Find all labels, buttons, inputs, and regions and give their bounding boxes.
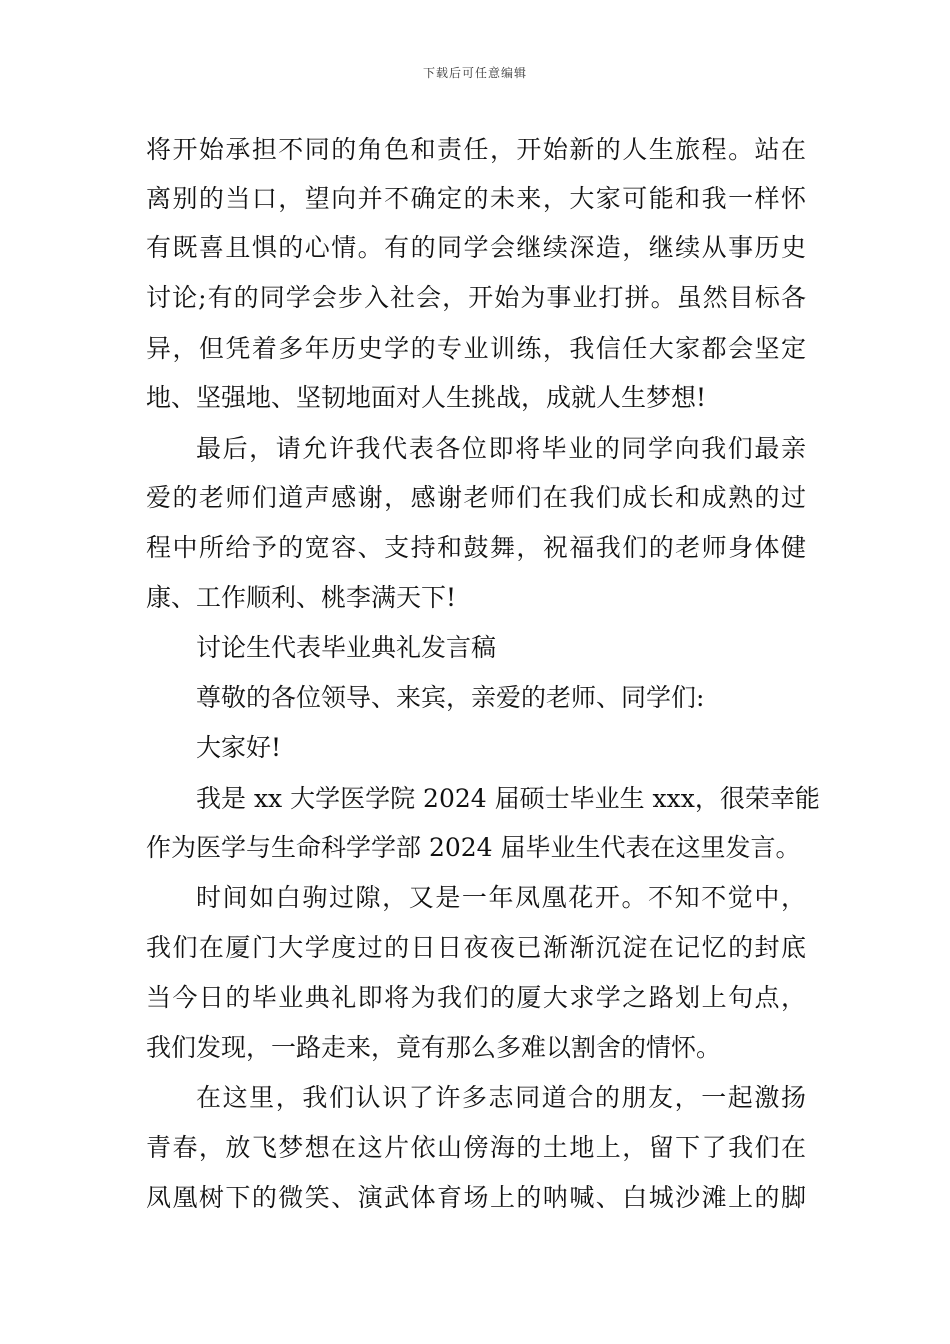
text-line: 我是 xx 大学医学院 2024 届硕士毕业生 xxx，很荣幸能 [196, 784, 820, 813]
text-line: 程中所给予的宽容、支持和鼓舞，祝福我们的老师身体健 [146, 533, 806, 562]
text-line: 凤凰树下的微笑、演武体育场上的呐喊、白城沙滩上的脚 [146, 1183, 806, 1212]
text-line: 爱的老师们道声感谢，感谢老师们在我们成长和成熟的过 [146, 483, 806, 512]
text-line: 时间如白驹过隙，又是一年凤凰花开。不知不觉中， [196, 883, 806, 912]
text-line: 康、工作顺利、桃李满天下! [146, 583, 457, 612]
salutation: 尊敬的各位领导、来宾，亲爱的老师、同学们: [196, 683, 705, 712]
text-line: 地、坚强地、坚韧地面对人生挑战，成就人生梦想! [146, 383, 707, 412]
text-line: 青春，放飞梦想在这片依山傍海的土地上，留下了我们在 [146, 1133, 806, 1162]
text-line: 异，但凭着多年历史学的专业训练，我信任大家都会坚定 [146, 334, 806, 363]
text-line: 最后，请允许我代表各位即将毕业的同学向我们最亲 [196, 434, 806, 463]
text-line: 当今日的毕业典礼即将为我们的厦大求学之路划上句点， [146, 983, 806, 1012]
section-title: 讨论生代表毕业典礼发言稿 [196, 633, 497, 662]
text-line: 作为医学与生命科学学部 2024 届毕业生代表在这里发言。 [146, 833, 801, 862]
page-header: 下载后可任意编辑 [422, 66, 527, 80]
text-line: 有既喜且惧的心情。有的同学会继续深造，继续从事历史 [146, 233, 806, 262]
text-line: 离别的当口，望向并不确定的未来，大家可能和我一样怀 [146, 184, 806, 213]
text-line: 我们发现，一路走来，竟有那么多难以割舍的情怀。 [146, 1033, 722, 1062]
text-line: 在这里，我们认识了许多志同道合的朋友，一起激扬 [196, 1083, 806, 1112]
text-line: 我们在厦门大学度过的日日夜夜已渐渐沉淀在记忆的封底 [146, 933, 806, 962]
text-line: 讨论;有的同学会步入社会，开始为事业打拼。虽然目标各 [146, 283, 806, 312]
greeting: 大家好! [196, 733, 282, 762]
text-line: 将开始承担不同的角色和责任，开始新的人生旅程。站在 [146, 135, 806, 164]
